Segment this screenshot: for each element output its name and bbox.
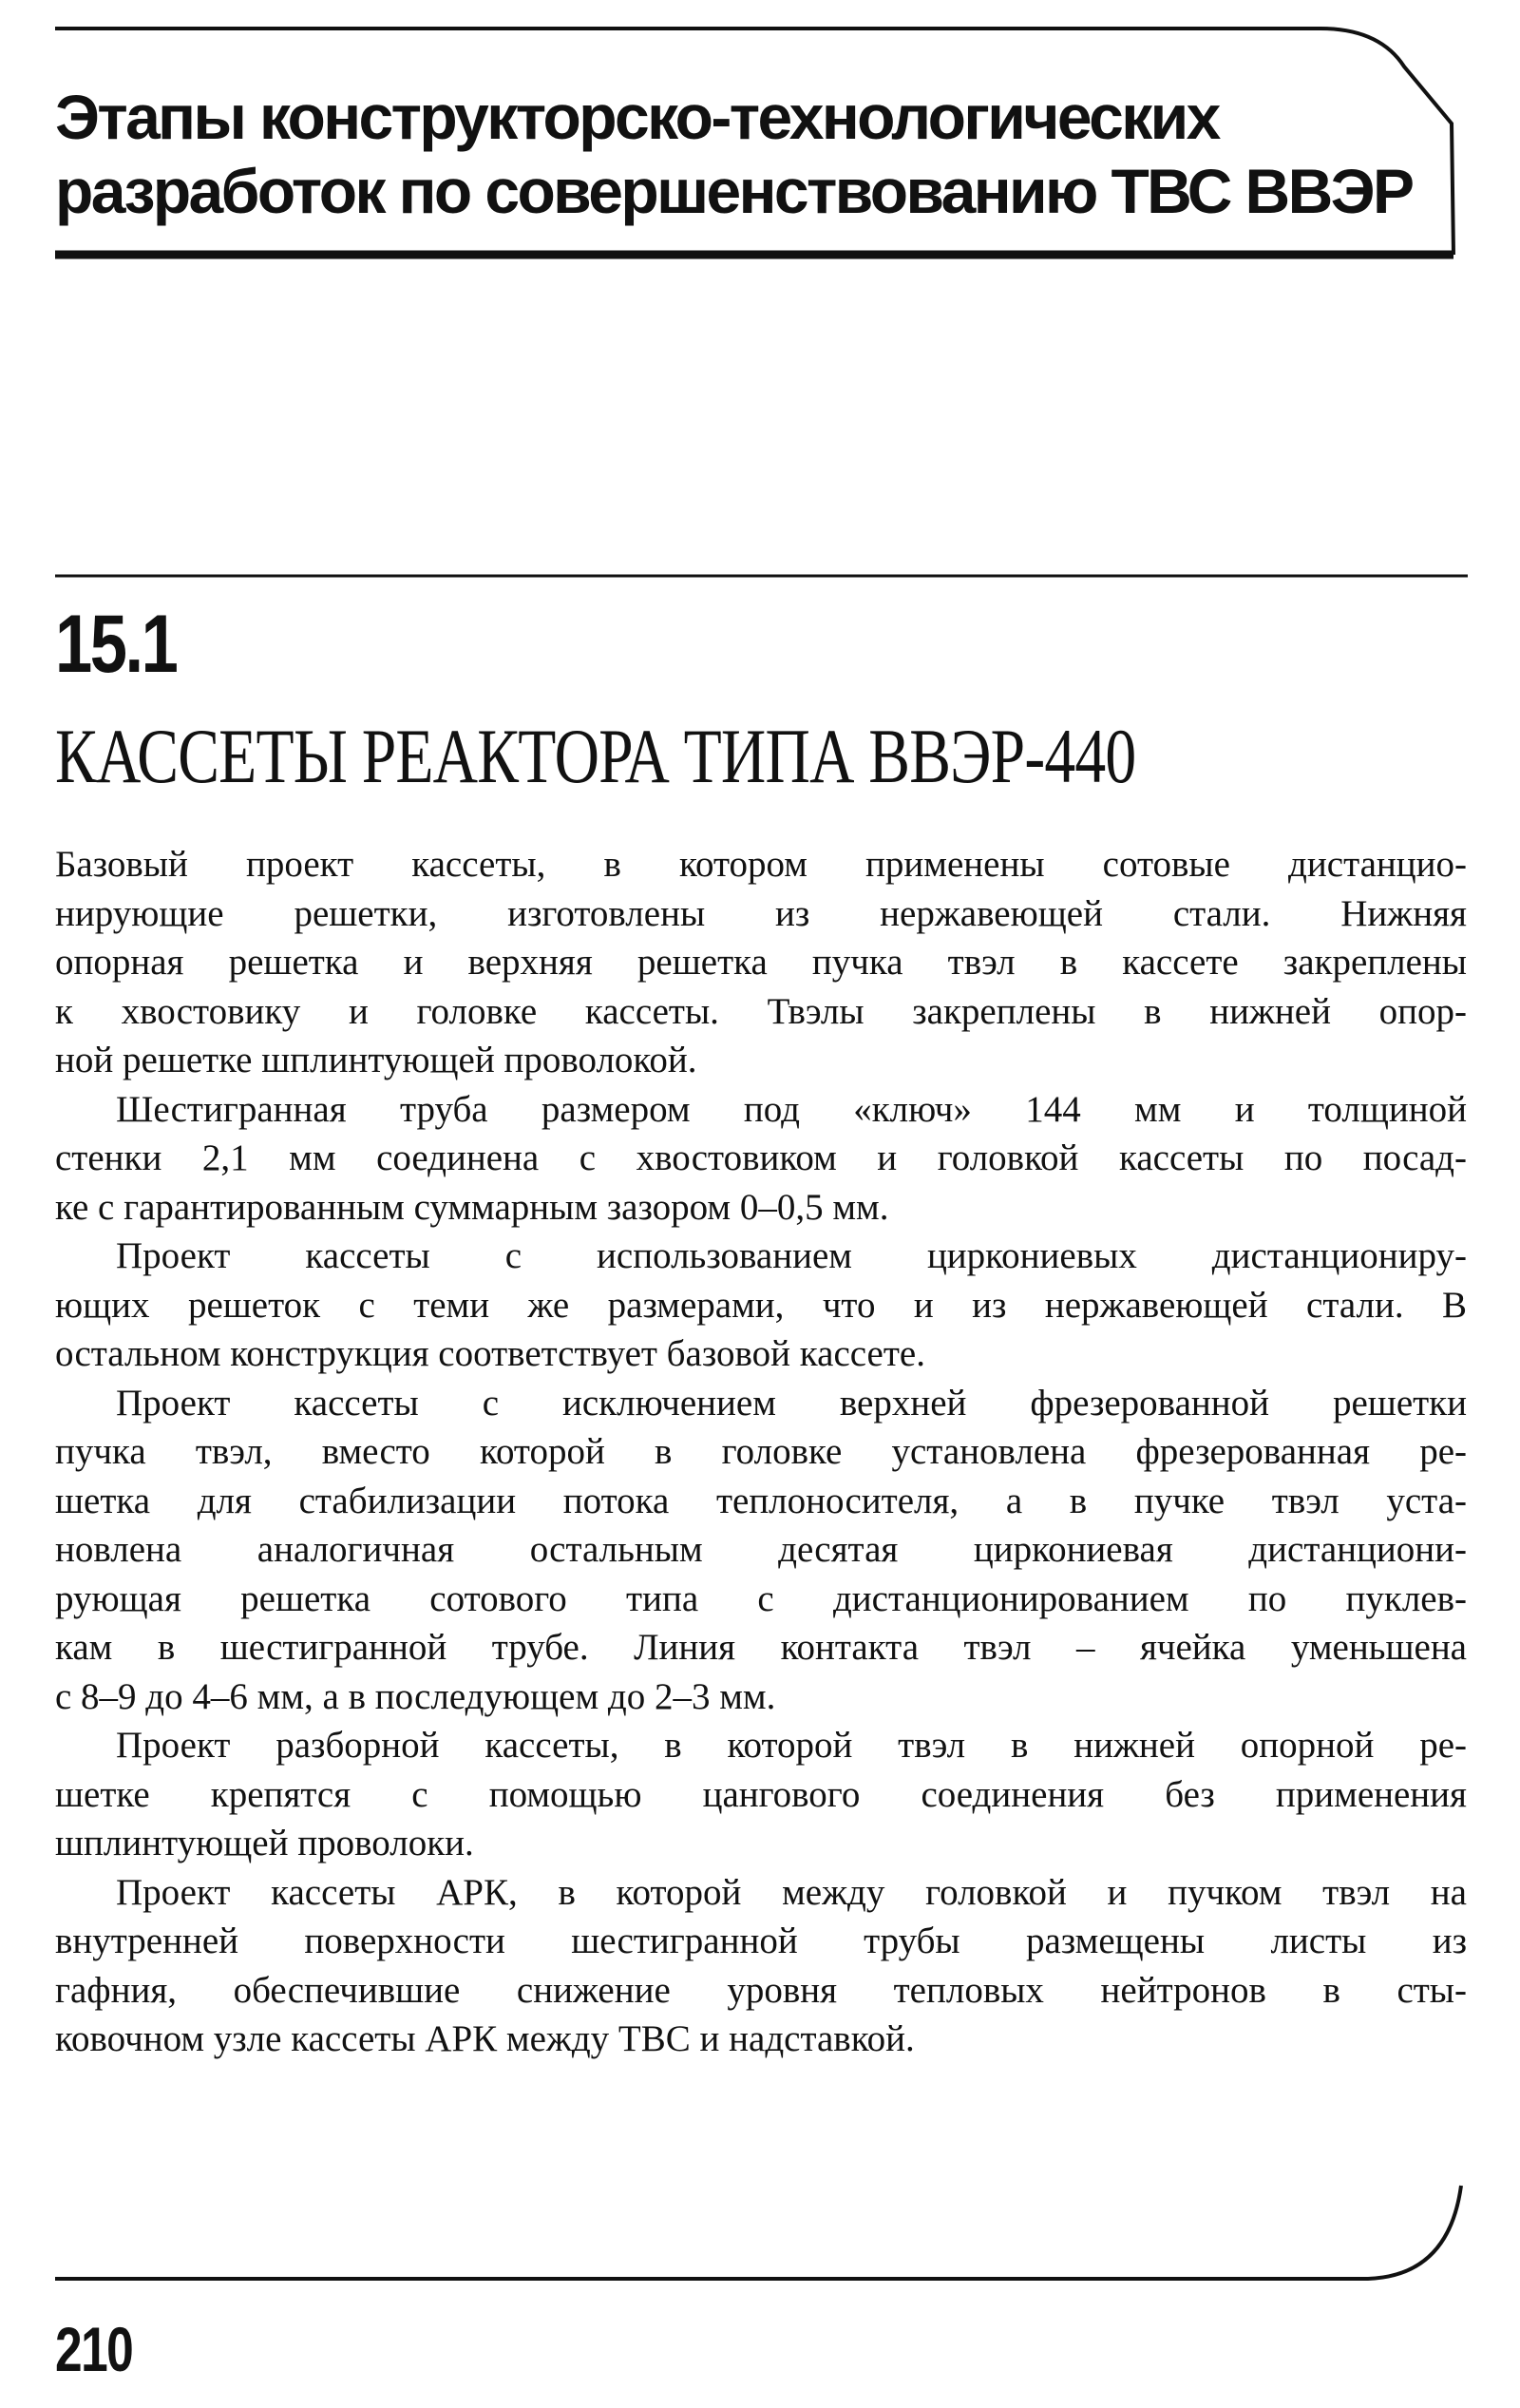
paragraph-line: пучка твэл, вместо которой в головке установлена фрезерованная ре- (55, 1431, 1467, 1472)
paragraph-line: нирующие решетки, изготовлены из нержавеющей стали. Нижняя (55, 892, 1467, 934)
paragraph-line: Проект кассеты с исключением верхней фрезерованной решетки (116, 1382, 1467, 1424)
paragraph-line: ной решетке шплинтующей проволокой. (55, 1040, 697, 1080)
section-number: 15.1 (55, 599, 177, 690)
running-header-line-1: Этапы конструкторско-технологических (55, 82, 1219, 152)
body-text (55, 840, 1467, 2064)
paragraph (55, 1085, 1467, 1233)
footer-rule (55, 2186, 1461, 2279)
paragraph (55, 1379, 1467, 1722)
section-title: КАССЕТЫ РЕАКТОРА ТИПА ВВЭР-440 (55, 713, 1136, 799)
paragraph-line: ке с гарантированным суммарным зазором 0–0,5 мм. (55, 1186, 889, 1228)
running-header-title (55, 80, 1413, 228)
paragraph-line: Шестигранная труба размером под «ключ» 144 мм и толщиной (116, 1088, 1467, 1130)
paragraph (55, 1721, 1467, 1868)
paragraph (55, 1232, 1467, 1379)
paragraph-line: с 8–9 до 4–6 мм, а в последующем до 2–3 мм. (55, 1675, 776, 1717)
paragraph-line: Проект кассеты с использованием циркониевых дистанциониру- (116, 1235, 1467, 1276)
paragraph-line: шплинтующей проволоки. (55, 1823, 474, 1863)
paragraph-line: Проект кассеты АРК, в которой между головкой и пучком твэл на (116, 1871, 1467, 1913)
paragraph-line: к хвостовику и головке кассеты. Твэлы закреплены в нижней опор- (55, 990, 1467, 1032)
paragraph-line: Проект разборной кассеты, в которой твэл в нижней опорной ре- (116, 1725, 1467, 1766)
paragraph-line: остальном конструкция соответствует базовой кассете. (55, 1333, 925, 1374)
paragraph-line: гафния, обеспечившие снижение уровня тепловых нейтронов в сты- (55, 1969, 1467, 2011)
page-number: 210 (55, 2314, 133, 2384)
paragraph-line: новлена аналогичная остальным десятая циркониевая дистанциони- (55, 1529, 1467, 1570)
paragraph-line: рующая решетка сотового типа с дистанционированием по пуклев- (55, 1577, 1467, 1619)
running-header-line-2: разработок по совершенствованию ТВС ВВЭР (55, 156, 1413, 226)
paragraph (55, 840, 1467, 1085)
paragraph-line: опорная решетка и верхняя решетка пучка твэл в кассете закреплены (55, 942, 1467, 983)
paragraph-line: ющих решеток с теми же размерами, что и из нержавеющей стали. В (55, 1284, 1467, 1326)
paragraph-line: ковочном узле кассеты АРК между ТВС и надставкой. (55, 2018, 915, 2059)
paragraph-line: шетке крепятся с помощью цангового соединения без применения (55, 1773, 1467, 1815)
paragraph (55, 1868, 1467, 2064)
paragraph-line: стенки 2,1 мм соединена с хвостовиком и головкой кассеты по посад- (55, 1137, 1467, 1178)
paragraph-line: шетка для стабилизации потока теплоносителя, а в пучке твэл уста- (55, 1480, 1467, 1521)
paragraph-line: кам в шестигранной трубе. Линия контакта твэл – ячейка уменьшена (55, 1627, 1467, 1668)
paragraph-line: внутренней поверхности шестигранной трубы размещены листы из (55, 1921, 1467, 1961)
paragraph-line: Базовый проект кассеты, в котором применены сотовые дистанцио- (55, 844, 1467, 885)
